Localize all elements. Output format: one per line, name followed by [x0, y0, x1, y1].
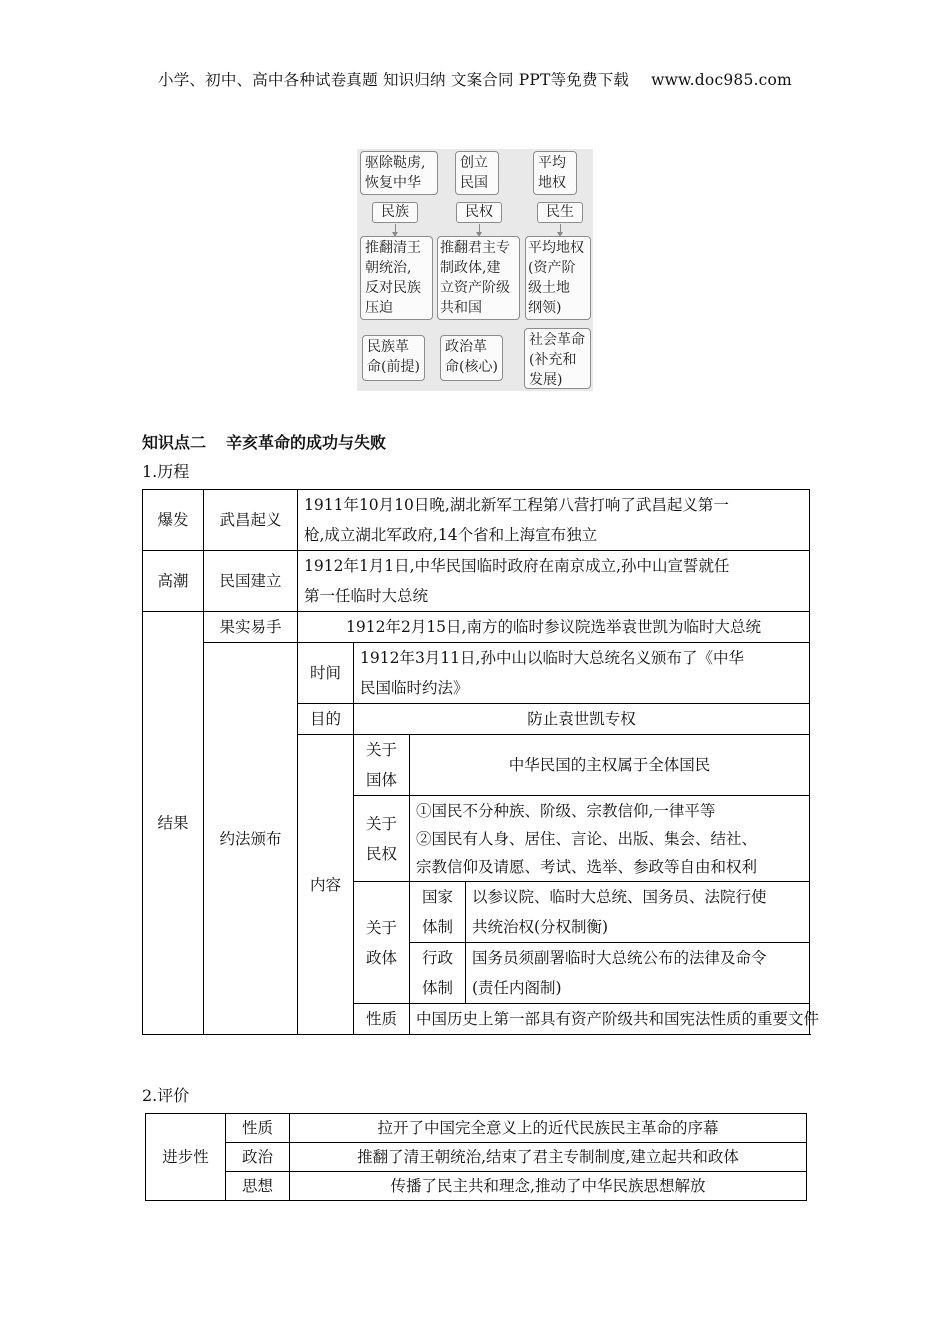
section-title	[142, 430, 386, 453]
aspect-thought: 思想	[226, 1172, 290, 1201]
content-line: 平均地权	[528, 240, 584, 256]
label-line: 政体	[365, 948, 397, 967]
outbreak-detail	[298, 490, 810, 551]
header-text: 小学、初中、高中各种试卷真题 知识归纳 文案合同 PPT等免费下载	[158, 71, 630, 89]
label-line: 关于	[365, 814, 397, 833]
aspect-politics-text: 推翻了清王朝统治,结束了君主专制制度,建立起共和政体	[290, 1143, 807, 1172]
detail-line: 1912年1月1日,中华民国临时政府在南京成立,孙中山宣誓就任	[304, 557, 730, 575]
label-line: 关于	[365, 741, 397, 759]
bottom-line: 政治革	[445, 339, 487, 355]
top-box-line: 民国	[460, 175, 488, 191]
purpose-label: 目的	[298, 704, 354, 735]
content-line: 推翻清王	[365, 240, 421, 256]
detail-line: 枪,成立湖北军政府,14个省和上海宣布独立	[304, 526, 598, 544]
table-row	[146, 1114, 807, 1143]
table-row	[143, 643, 810, 704]
label-democracy: 民权	[456, 202, 502, 223]
bottom-line: 社会革命	[529, 332, 585, 348]
bottom-line: 民族革	[367, 339, 409, 355]
three-principles-diagram	[357, 149, 593, 391]
top-box-line: 恢复中华	[365, 175, 421, 191]
bottom-line: 发展)	[529, 372, 563, 388]
content-label: 内容	[298, 735, 354, 1035]
admin-system-text	[466, 943, 810, 1004]
history-heading: 1.历程	[142, 462, 190, 481]
label-line: 体制	[421, 979, 453, 997]
top-box-line: 驱除鞑虏,	[365, 155, 426, 171]
table-row	[143, 551, 810, 612]
detail-line: 1912年3月11日,孙中山以临时大总统名义颁布了《中华	[360, 649, 744, 667]
detail-line: ②国民有人身、居住、言论、出版、集会、结社、	[416, 829, 758, 848]
content-line: 朝统治,	[365, 260, 412, 276]
table-row	[143, 490, 810, 551]
bottom-box-national-revolution	[362, 335, 425, 381]
label-livelihood: 民生	[537, 202, 583, 223]
history-table	[142, 489, 820, 1035]
detail-line: (责任内阁制)	[472, 979, 562, 997]
rights-text	[410, 796, 810, 882]
content-line: 推翻君主专	[440, 240, 510, 256]
content-line: 立资产阶级	[440, 280, 510, 296]
label-line: 行政	[421, 949, 453, 967]
top-box-nation	[360, 151, 438, 195]
content-box-livelihood	[525, 236, 591, 320]
arrow-down-icon	[395, 224, 396, 233]
stage-result: 结果	[143, 612, 204, 1035]
state-label	[354, 735, 410, 796]
time-label: 时间	[298, 643, 354, 704]
detail-line: ①国民不分种族、阶级、宗教信仰,一律平等	[416, 801, 716, 820]
nature-text: 中国历史上第一部具有资产阶级共和国宪法性质的重要文件	[410, 1004, 810, 1035]
content-line: 制政体,建	[440, 260, 501, 276]
aspect-thought-text: 传播了民主共和理念,推动了中华民族思想解放	[290, 1172, 807, 1201]
rights-label	[354, 796, 410, 882]
top-box-republic	[455, 151, 499, 195]
label-line: 国家	[421, 888, 453, 906]
content-line: 共和国	[440, 300, 482, 316]
detail-line: 第一任临时大总统	[304, 587, 429, 605]
national-system-text	[466, 882, 810, 943]
label-line: 关于	[365, 918, 397, 937]
aspect-nature: 性质	[226, 1114, 290, 1143]
evaluation-heading: 2.评价	[142, 1086, 190, 1105]
constitution-label: 约法颁布	[204, 643, 298, 1035]
content-box-democracy	[437, 236, 520, 320]
content-line: 纲领)	[528, 300, 562, 316]
aspect-politics: 政治	[226, 1143, 290, 1172]
bottom-line: 命(核心)	[445, 359, 498, 375]
progress-label: 进步性	[146, 1114, 226, 1201]
evaluation-table	[145, 1113, 807, 1201]
nature-label: 性质	[354, 1004, 410, 1035]
stage-outbreak: 爆发	[143, 490, 204, 551]
detail-line: 国务员须副署临时大总统公布的法律及命令	[472, 949, 767, 967]
aspect-nature-text: 拉开了中国完全意义上的近代民族民主革命的序幕	[290, 1114, 807, 1143]
top-box-line: 创立	[460, 155, 488, 171]
top-box-line: 地权	[538, 175, 566, 191]
stage-climax: 高潮	[143, 551, 204, 612]
label-line: 民权	[365, 844, 397, 863]
label-line: 国体	[365, 771, 397, 789]
content-line: 级土地	[528, 280, 570, 296]
content-box-nationalism	[360, 236, 433, 320]
detail-line: 共统治权(分权制衡)	[472, 918, 609, 936]
arrow-down-icon	[560, 224, 561, 233]
time-text	[354, 643, 810, 704]
top-box-land	[533, 151, 577, 195]
detail-line: 以参议院、临时大总统、国务员、法院行使	[472, 888, 767, 906]
bottom-line: 命(前提)	[367, 359, 420, 375]
bottom-box-political-revolution	[440, 335, 503, 381]
table-row	[146, 1172, 807, 1201]
national-system-label	[410, 882, 466, 943]
state-text: 中华民国的主权属于全体国民	[410, 735, 810, 796]
content-line: 压迫	[365, 300, 393, 316]
gov-label	[354, 882, 410, 1004]
label-nationalism: 民族	[372, 202, 418, 223]
section-heading: 辛亥革命的成功与失败	[226, 433, 387, 452]
arrow-down-icon	[479, 224, 480, 233]
event-wuchang: 武昌起义	[204, 490, 298, 551]
content-line: (资产阶	[528, 260, 576, 276]
label-line: 体制	[421, 918, 453, 936]
admin-system-label	[410, 943, 466, 1004]
header-site[interactable]: www.doc985.com	[651, 71, 792, 89]
table-row	[143, 612, 810, 643]
top-box-line: 平均	[538, 155, 566, 171]
event-republic: 民国建立	[204, 551, 298, 612]
climax-detail	[298, 551, 810, 612]
bottom-box-social-revolution	[524, 328, 591, 389]
page-header	[0, 68, 950, 90]
table-row	[146, 1143, 807, 1172]
detail-line: 民国临时约法》	[360, 679, 469, 697]
content-line: 反对民族	[365, 280, 421, 296]
detail-line: 宗教信仰及请愿、考试、选举、参政等自由和权利	[416, 857, 758, 876]
section-number: 知识点二	[142, 433, 207, 452]
purpose-text: 防止袁世凯专权	[354, 704, 810, 735]
fruit-label: 果实易手	[204, 612, 298, 643]
detail-line: 1911年10月10日晚,湖北新军工程第八营打响了武昌起义第一	[304, 496, 729, 514]
bottom-line: (补充和	[529, 352, 577, 368]
fruit-text: 1912年2月15日,南方的临时参议院选举袁世凯为临时大总统	[298, 612, 810, 643]
